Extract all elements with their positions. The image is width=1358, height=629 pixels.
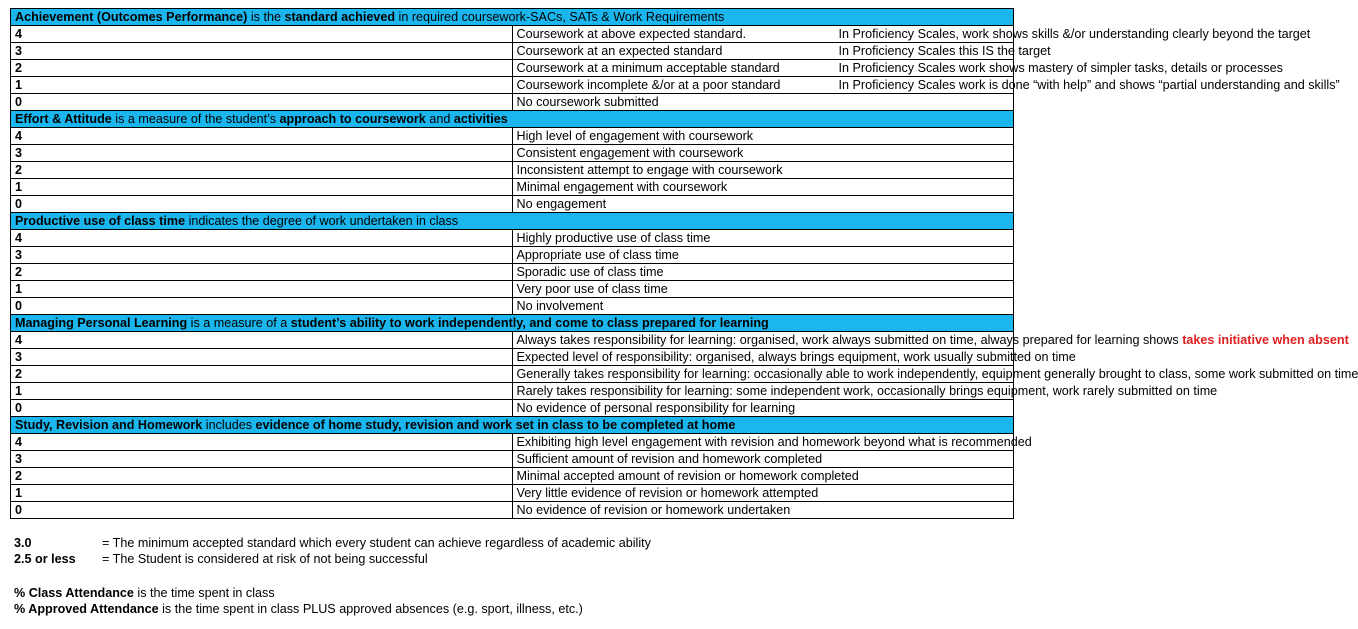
level-score: 2: [11, 366, 513, 383]
level-description: Coursework at a minimum acceptable standard In Proficiency Scales work shows mastery of simpler tasks, details or processes: [512, 60, 1014, 77]
rubric-row: [11, 485, 1014, 502]
level-score: 2: [11, 60, 513, 77]
level-description: Inconsistent attempt to engage with coursework: [512, 162, 1014, 179]
level-score: 3: [11, 451, 513, 468]
level-score: 0: [11, 196, 513, 213]
level-description: Minimal accepted amount of revision or homework completed: [512, 468, 1014, 485]
rubric-table: [10, 8, 1358, 519]
level-description: No coursework submitted: [512, 94, 1014, 111]
section-header-text: Study, Revision and Homework includes evidence of home study, revision and work set in class to be completed at home: [11, 417, 1014, 434]
level-score: 4: [11, 128, 513, 145]
level-score: 4: [11, 434, 513, 451]
rubric-row: [11, 468, 1014, 485]
level-description: Very little evidence of revision or homework attempted: [512, 485, 1014, 502]
highlight-text: takes initiative when absent: [1182, 333, 1349, 347]
class-attendance-note: % Class Attendance is the time spent in class: [14, 586, 275, 600]
level-description: No evidence of revision or homework undertaken: [512, 502, 1014, 519]
level-score: 0: [11, 298, 513, 315]
level-description: Always takes responsibility for learning: organised, work always submitted on time, always prepared for learning shows takes initiative when absent: [512, 332, 1014, 349]
proficiency-scale-note: In Proficiency Scales, work shows skills &/or understanding clearly beyond the target: [838, 27, 1311, 41]
section-header-text: Managing Personal Learning is a measure of a student’s ability to work independently, and come to class prepared for learning: [11, 315, 1014, 332]
level-score: 3: [11, 349, 513, 366]
level-score: 1: [11, 485, 513, 502]
level-score: 1: [11, 281, 513, 298]
rubric-row: [11, 502, 1014, 519]
level-score: 2: [11, 264, 513, 281]
level-description: Sporadic use of class time: [512, 264, 1014, 281]
section-header-achievement: [11, 9, 1014, 26]
section-header-effort-attitude: [11, 111, 1014, 128]
rubric-row: [11, 145, 1014, 162]
level-score: 1: [11, 179, 513, 196]
rubric-row: [11, 298, 1014, 315]
rubric-row: [11, 383, 1014, 400]
level-description: Coursework at an expected standard In Proficiency Scales this IS the target: [512, 43, 1014, 60]
level-score: 4: [11, 332, 513, 349]
rubric-row: [11, 94, 1014, 111]
level-description: High level of engagement with coursework: [512, 128, 1014, 145]
rubric-row: [11, 230, 1014, 247]
rubric-row: [11, 26, 1014, 43]
level-score: 3: [11, 145, 513, 162]
level-description: Generally takes responsibility for learning: occasionally able to work independently, equipment generally brought to class, some work submitted on time: [512, 366, 1014, 383]
level-score: 3: [11, 247, 513, 264]
score-note-minimum: 3.0 = The minimum accepted standard which every student can achieve regardless of academic ability: [14, 536, 651, 550]
level-score: 2: [11, 162, 513, 179]
section-header-text: Effort & Attitude is a measure of the student’s approach to coursework and activities: [11, 111, 1014, 128]
rubric-row: [11, 264, 1014, 281]
level-description: Coursework incomplete &/or at a poor standard In Proficiency Scales work is done “with help” and shows “partial understanding and skills”: [512, 77, 1014, 94]
level-score: 3: [11, 43, 513, 60]
level-description: No engagement: [512, 196, 1014, 213]
level-description: Coursework at above expected standard. In Proficiency Scales, work shows skills &/or understanding clearly beyond the target: [512, 26, 1014, 43]
rubric-row: [11, 162, 1014, 179]
level-description: Appropriate use of class time: [512, 247, 1014, 264]
rubric-row: [11, 128, 1014, 145]
score-note-at-risk: 2.5 or less = The Student is considered at risk of not being successful: [14, 552, 428, 566]
proficiency-scale-note: In Proficiency Scales this IS the target: [838, 44, 1051, 58]
level-description: Consistent engagement with coursework: [512, 145, 1014, 162]
level-description: No evidence of personal responsibility for learning: [512, 400, 1014, 417]
rubric-row: [11, 400, 1014, 417]
section-header-class-time: [11, 213, 1014, 230]
level-description: No involvement: [512, 298, 1014, 315]
level-score: 0: [11, 94, 513, 111]
rubric-row: [11, 434, 1014, 451]
level-description: Highly productive use of class time: [512, 230, 1014, 247]
rubric-row: [11, 281, 1014, 298]
level-description: Rarely takes responsibility for learning: some independent work, occasionally brings equipment, work rarely submitted on time: [512, 383, 1014, 400]
rubric-row: [11, 451, 1014, 468]
level-score: 1: [11, 77, 513, 94]
level-description: Very poor use of class time: [512, 281, 1014, 298]
rubric-row: [11, 43, 1014, 60]
rubric-row: [11, 332, 1014, 349]
level-description: Sufficient amount of revision and homework completed: [512, 451, 1014, 468]
level-score: 2: [11, 468, 513, 485]
level-description: Minimal engagement with coursework: [512, 179, 1014, 196]
proficiency-scale-note: In Proficiency Scales work is done “with help” and shows “partial understanding and skills”: [838, 78, 1340, 92]
section-header-text: Productive use of class time indicates the degree of work undertaken in class: [11, 213, 1014, 230]
level-score: 0: [11, 400, 513, 417]
level-score: 0: [11, 502, 513, 519]
rubric-row: [11, 60, 1014, 77]
rubric-row: [11, 179, 1014, 196]
level-score: 4: [11, 26, 513, 43]
rubric-row: [11, 247, 1014, 264]
rubric-row: [11, 349, 1014, 366]
level-description: Expected level of responsibility: organised, always brings equipment, work usually submitted on time: [512, 349, 1014, 366]
level-score: 4: [11, 230, 513, 247]
section-header-personal-learning: [11, 315, 1014, 332]
rubric-row: [11, 196, 1014, 213]
level-description: Exhibiting high level engagement with revision and homework beyond what is recommended: [512, 434, 1014, 451]
section-header-text: Achievement (Outcomes Performance) is the standard achieved in required coursework-SACs, SATs & Work Requirements: [11, 9, 1014, 26]
approved-attendance-note: % Approved Attendance is the time spent in class PLUS approved absences (e.g. sport, illness, etc.): [14, 602, 583, 616]
level-score: 1: [11, 383, 513, 400]
proficiency-scale-note: In Proficiency Scales work shows mastery of simpler tasks, details or processes: [838, 61, 1283, 75]
rubric-row: [11, 366, 1014, 383]
rubric-row: [11, 77, 1014, 94]
section-header-homework: [11, 417, 1014, 434]
